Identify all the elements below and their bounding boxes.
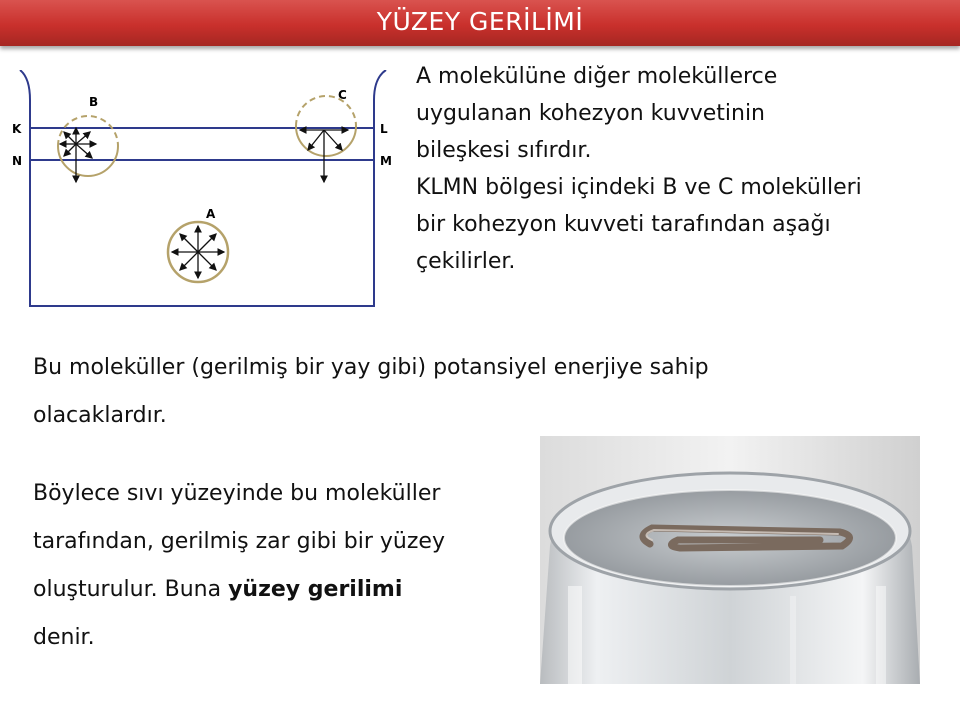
label-k: K xyxy=(12,122,22,136)
description-right xyxy=(416,58,960,280)
page-title: YÜZEY GERİLİMİ xyxy=(376,7,584,36)
text-line: bir kohezyon kuvveti tarafından aşağı xyxy=(416,212,831,237)
label-a: A xyxy=(206,207,216,221)
text-line: tarafından, gerilmiş zar gibi bir yüzey xyxy=(33,529,445,554)
water-glass-paperclip-photo xyxy=(540,436,920,684)
text-line xyxy=(33,566,445,614)
text-line: Böylece sıvı yüzeyinde bu moleküller xyxy=(33,481,441,506)
molecule-c xyxy=(296,96,356,182)
surface-tension-term: yüzey gerilimi xyxy=(228,577,403,602)
label-l: L xyxy=(380,122,388,136)
molecule-diagram xyxy=(8,70,392,310)
title-bar xyxy=(0,0,960,46)
text-line: denir. xyxy=(33,625,95,650)
text-line: KLMN bölgesi içindeki B ve C molekülleri xyxy=(416,175,862,200)
label-b: B xyxy=(89,95,99,109)
text-line: Bu moleküller (gerilmiş bir yay gibi) potansiyel enerjiye sahip xyxy=(33,355,709,380)
text-span: oluşturulur. Buna xyxy=(33,577,229,602)
molecule-a xyxy=(168,222,228,282)
text-line: A molekülüne diğer moleküllerce xyxy=(416,64,778,89)
paragraph-potential-energy xyxy=(33,344,709,440)
text-line: uygulanan kohezyon kuvvetinin xyxy=(416,101,766,126)
label-m: M xyxy=(380,154,392,168)
text-line: bileşkesi sıfırdır. xyxy=(416,138,592,163)
label-n: N xyxy=(12,154,23,168)
text-line: olacaklardır. xyxy=(33,403,167,428)
label-c: C xyxy=(338,88,347,102)
molecule-b xyxy=(58,116,118,182)
text-line: çekilirler. xyxy=(416,249,516,274)
container-outline xyxy=(20,70,386,306)
paragraph-surface-tension xyxy=(33,470,445,662)
